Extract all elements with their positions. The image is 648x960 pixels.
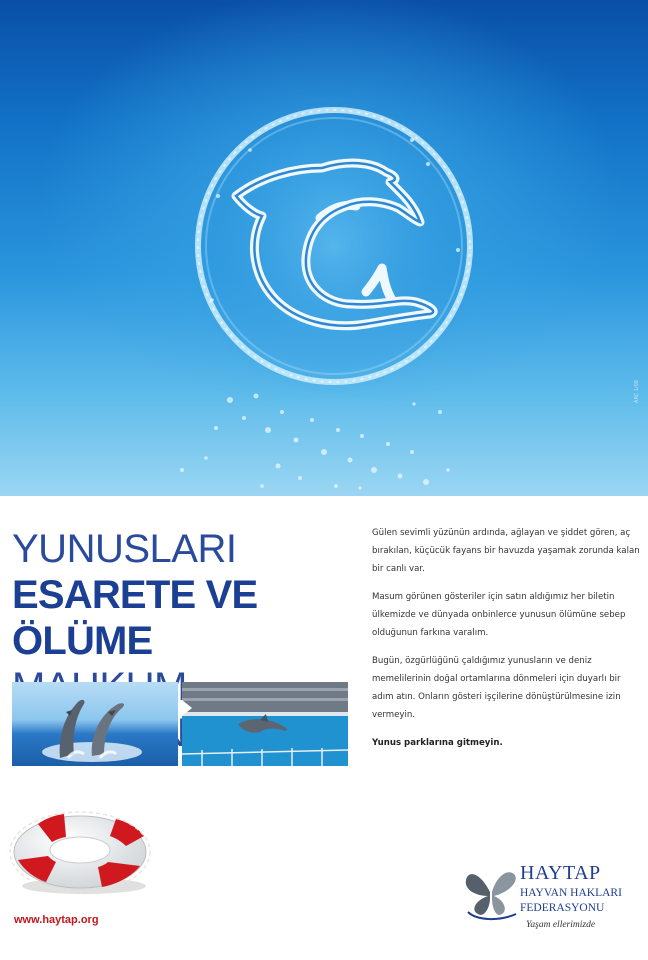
- butterfly-hand-icon: [462, 862, 520, 922]
- website-link[interactable]: www.haytap.org: [14, 914, 99, 926]
- call-to-action: Yunus parklarına gitmeyin.: [372, 738, 503, 748]
- body-paragraph-3: Bugün, özgürlüğünü çaldığımız yunusların ve deniz memelilerinin doğal ortamlarına dönmeleri için duyarlı bir adım atın. Onların gösteri işçilerine dönüştürülmesine izin vermeyin.: [372, 656, 621, 720]
- photo-wild-dolphins: [12, 682, 178, 766]
- body-copy: [372, 524, 640, 762]
- logo-subtitle-line-2: FEDERASYONU: [520, 902, 605, 914]
- haytap-logo: [462, 858, 642, 938]
- logo-subtitle-line-1: HAYVAN HAKLARI: [520, 887, 622, 899]
- photo-credit: ARC 1/08: [634, 380, 640, 403]
- body-paragraph-1: Gülen sevimli yüzünün ardında, ağlayan ve şiddet gören, aç bırakılan, küçücük fayans bir havuzda yaşamak zorunda kalan bir canlı var.: [372, 528, 640, 574]
- logo-brand: HAYTAP: [520, 862, 601, 884]
- logo-subtitle: [520, 886, 622, 916]
- lifebuoy-icon: [8, 800, 168, 900]
- body-paragraph-2: Masum görünen gösteriler için satın aldığımız her biletin ülkemizde ve dünyada onbinlerce yunusun ölümüne sebep olduğunun farkına varalım.: [372, 592, 626, 638]
- headline-line-1: YUNUSLARI: [12, 527, 237, 571]
- logo-tagline: Yaşam ellerimizde: [526, 920, 596, 930]
- headline-line-2: ESARETE VE ÖLÜME: [12, 573, 258, 663]
- photo-captive-dolphin: [182, 682, 348, 766]
- ring-glow: [184, 96, 484, 396]
